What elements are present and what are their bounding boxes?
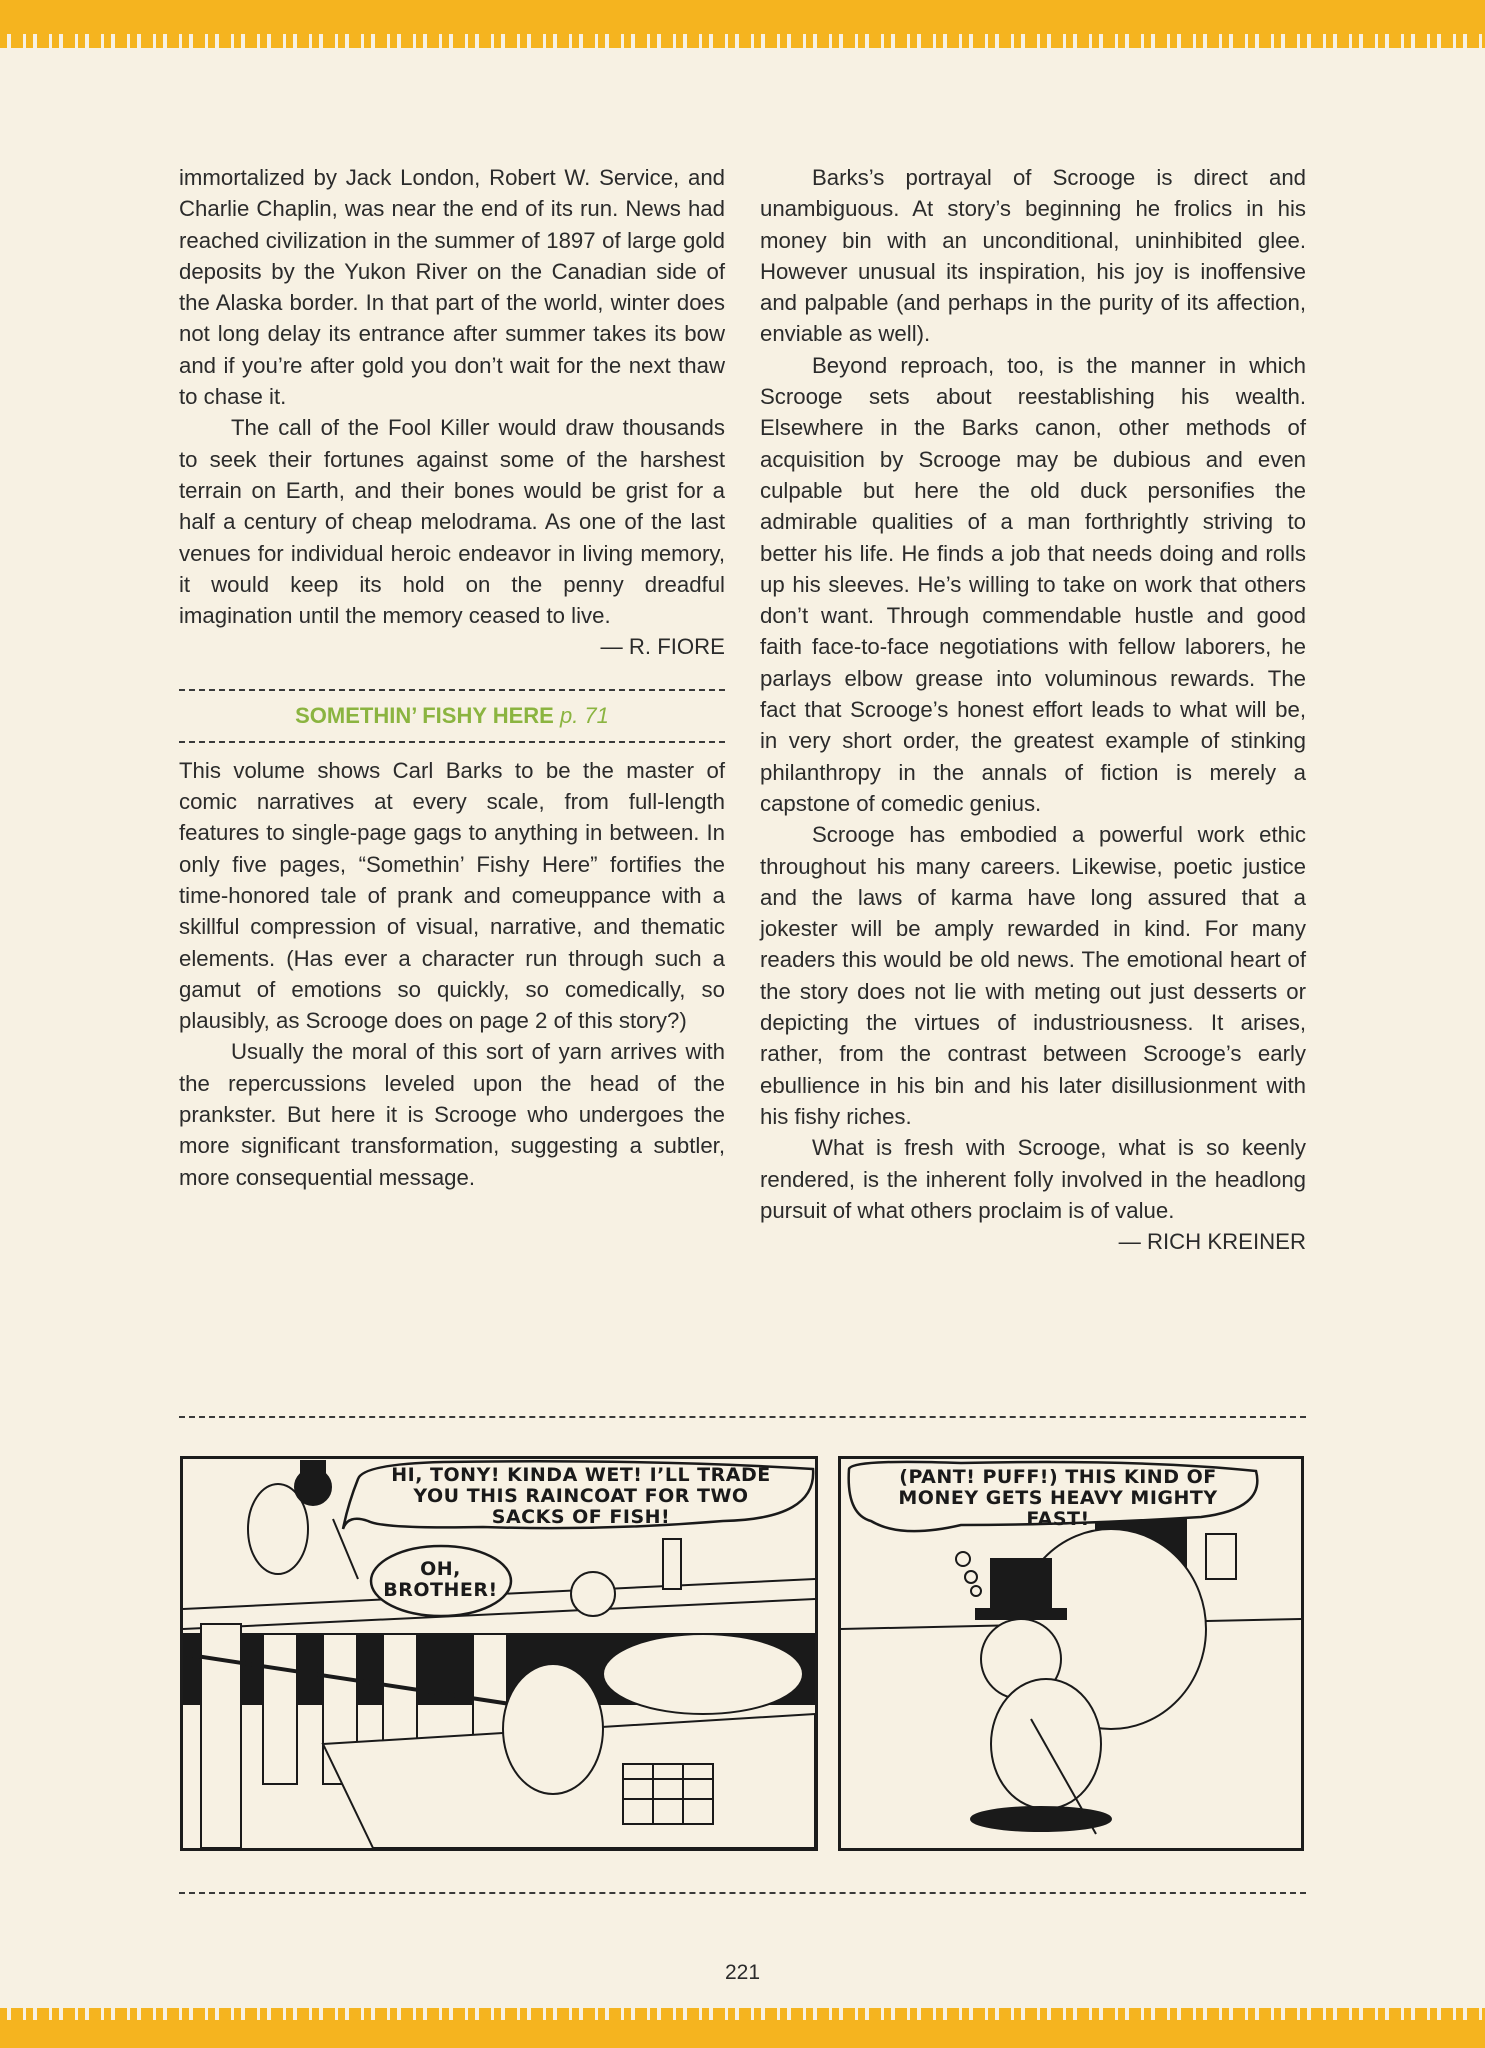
comic-divider-bottom <box>179 1892 1306 1894</box>
byline-kreiner: — RICH KREINER <box>1118 1229 1306 1255</box>
left-paragraph-2: The call of the Fool Killer would draw thousands to seek their fortunes against some of the harshest terrain on Earth, and their bones would be grist for a half a century of cheap melodrama. As one of the last venues for individual heroic endeavor in living memory, it would keep its hold on the penny dreadful imagination until the memory ceased to live. <box>179 415 725 629</box>
panel-1-thought-balloon: OH, BROTHER! <box>383 1558 498 1601</box>
comic-panel-1 <box>180 1456 818 1851</box>
right-paragraph-2: Beyond reproach, too, is the manner in which Scrooge sets about reestablishing his wealth. Elsewhere in the Barks canon, other methods of acquisition by Scrooge may be dubious and even culpable but here the old duck personifies the admirable qualities of a man forthrightly striving to better his life. He finds a job that needs doing and rolls up his sleeves. He’s willing to take on work that others don’t want. Through commendable hustle and good faith face-to-face negotiations with fellow laborers, he parlays elbow grease into voluminous rewards. The fact that Scrooge’s honest effort leads to what will be, in very short order, the greatest example of stinking philanthropy in the annals of fiction is merely a capstone of comedic genius. <box>760 352 1306 816</box>
section-divider-bottom <box>179 741 725 743</box>
right-paragraph-1: Barks’s portrayal of Scrooge is direct and unambiguous. At story’s beginning he frolics in his money bin with an unconditional, uninhibited glee. However unusual its inspiration, his joy is inoffensive and palpable (and perhaps in the purity of its affection, enviable as well). <box>760 165 1306 347</box>
right-paragraph-4: What is fresh with Scrooge, what is so keenly rendered, is the inherent folly involved in the headlong pursuit of what others proclaim is of value. <box>760 1135 1306 1223</box>
left-paragraph-3: This volume shows Carl Barks to be the master of comic narratives at every scale, from full-length features to single-page gags to anything in between. In only five pages, “Somethin’ Fishy Here” fortifies the time-honored tale of prank and comeuppance with a skillful compression of visual, narrative, and thematic elements. (Has ever a character run through such a gamut of emotions so quickly, so comedically, so plausibly, as Scrooge does on page 2 of this story?) <box>179 757 725 1034</box>
section-page-ref: p. 71 <box>559 702 609 728</box>
right-column <box>760 162 1306 1257</box>
panel-1-speech-balloon: HI, TONY! KINDA WET! I’LL TRADE YOU THIS RAINCOAT FOR TWO SACKS OF FISH! <box>391 1464 771 1528</box>
right-paragraph-3: Scrooge has embodied a powerful work ethic throughout his many careers. Likewise, poetic justice and the laws of karma have long assured that a jokester will be amply rewarded in kind. For many readers this would be old news. The emotional heart of the story does not lie with meting out just desserts or depicting the virtues of industriousness. It arises, rather, from the contrast between Scrooge’s early ebullience in his bin and his later disillusionment with his fishy riches. <box>760 822 1306 1129</box>
left-paragraph-1: immortalized by Jack London, Robert W. Service, and Charlie Chaplin, was near the end of its run. News had reached civilization in the summer of 1897 of large gold deposits by the Yukon River on the Canadian side of the Alaska border. In that part of the world, winter does not long delay its entrance after summer takes its bow and if you’re after gold you don’t wait for the next thaw to chase it. <box>179 165 725 410</box>
top-decorative-band <box>0 0 1485 34</box>
page-number: 221 <box>724 1961 761 1984</box>
panel-2-speech-balloon: (PANT! PUFF!) THIS KIND OF MONEY GETS HEAVY MIGHTY FAST! <box>898 1466 1218 1530</box>
section-divider-top <box>179 689 725 691</box>
section-title: SOMETHIN’ FISHY HERE <box>295 702 554 728</box>
left-paragraph-4: Usually the moral of this sort of yarn arrives with the repercussions leveled upon the head of the prankster. But here it is Scrooge who undergoes the more significant transformation, suggesting a subtler, more consequential message. <box>179 1039 725 1190</box>
section-heading <box>179 701 725 731</box>
comic-panel-2 <box>838 1456 1304 1851</box>
left-column <box>179 162 725 1193</box>
bottom-decorative-band <box>0 2020 1485 2048</box>
comic-divider-top <box>179 1416 1306 1418</box>
byline-fiore: — R. FIORE <box>600 634 725 660</box>
